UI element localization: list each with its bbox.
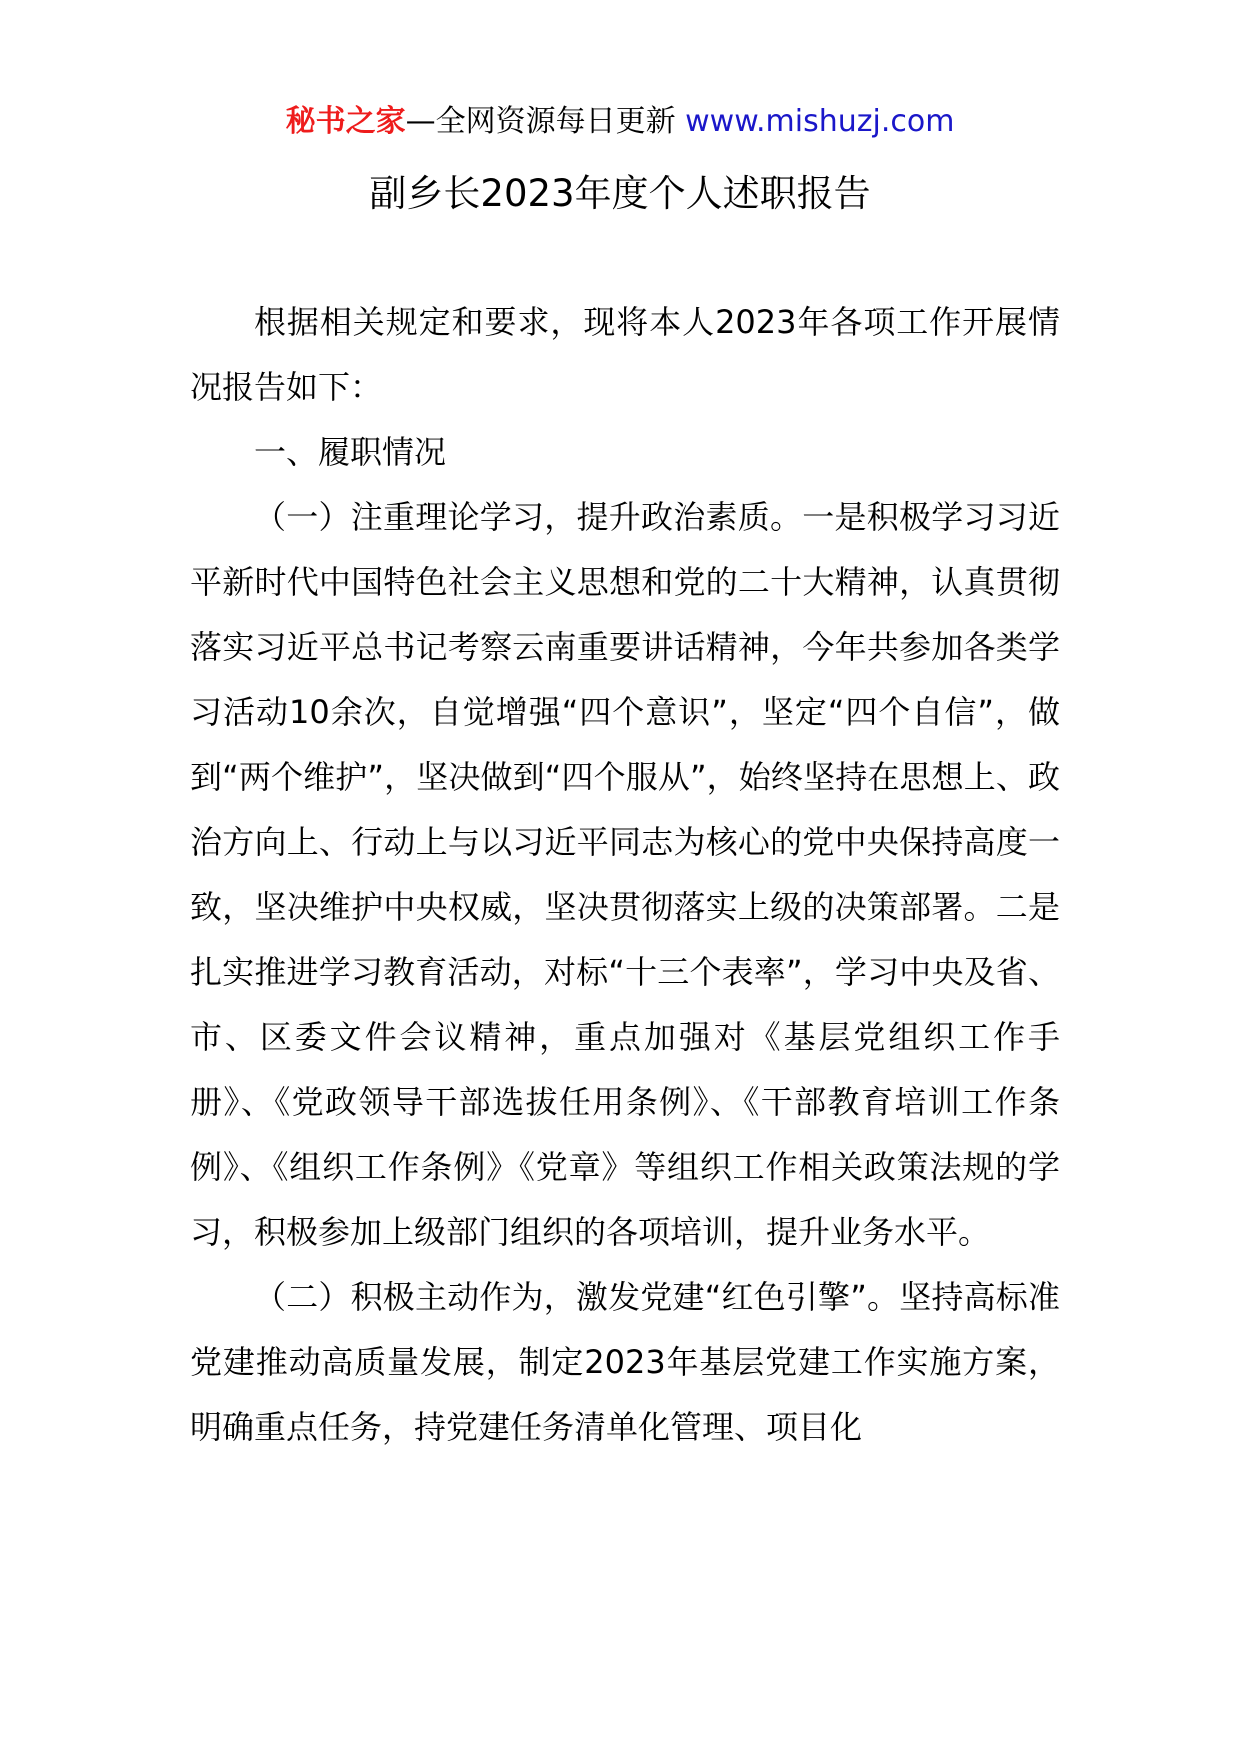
body-paragraph-2: （二）积极主动作为，激发党建“红色引擎”。坚持高标准党建推动高质量发展，制定2023年基层党建工作实施方案，明确重点任务，持党建任务清单化管理、项目化 <box>190 1278 1060 1446</box>
document-title: 副乡长2023年度个人述职报告 <box>369 172 871 215</box>
intro-paragraph: 根据相关规定和要求，现将本人2023年各项工作开展情况报告如下： <box>190 303 1060 406</box>
body-paragraph-1: （一）注重理论学习，提升政治素质。一是积极学习习近平新时代中国特色社会主义思想和党的二十大精神，认真贯彻落实习近平总书记考察云南重要讲话精神，今年共参加各类学习活动10余次，自觉增强“四个意识”，坚定“四个自信”，做到“两个维护”，坚决做到“四个服从”，始终坚持在思想上、政治方向上、行动上与以习近平同志为核心的党中央保持高度一致，坚决维护中央权威，坚决贯彻落实上级的决策部署。二是扎实推进学习教育活动，对标“十三个表率”，学习中央及省、市、区委文件会议精神，重点加强对《基层党组织工作手册》、《党政领导干部选拔任用条例》、《干部教育培训工作条例》、《组织工作条例》《党章》等组织工作相关政策法规的学习，积极参加上级部门组织的各项培训，提升业务水平。 <box>190 498 1060 1251</box>
banner-brand: 秘书之家 <box>285 104 406 139</box>
section-heading: 一、履职情况 <box>254 433 447 471</box>
banner-slogan: —全网资源每日更新 <box>405 104 686 139</box>
document-body <box>190 290 1060 1460</box>
banner-url-link[interactable]: www.mishuzj.com <box>685 104 955 139</box>
site-banner <box>0 100 1240 144</box>
